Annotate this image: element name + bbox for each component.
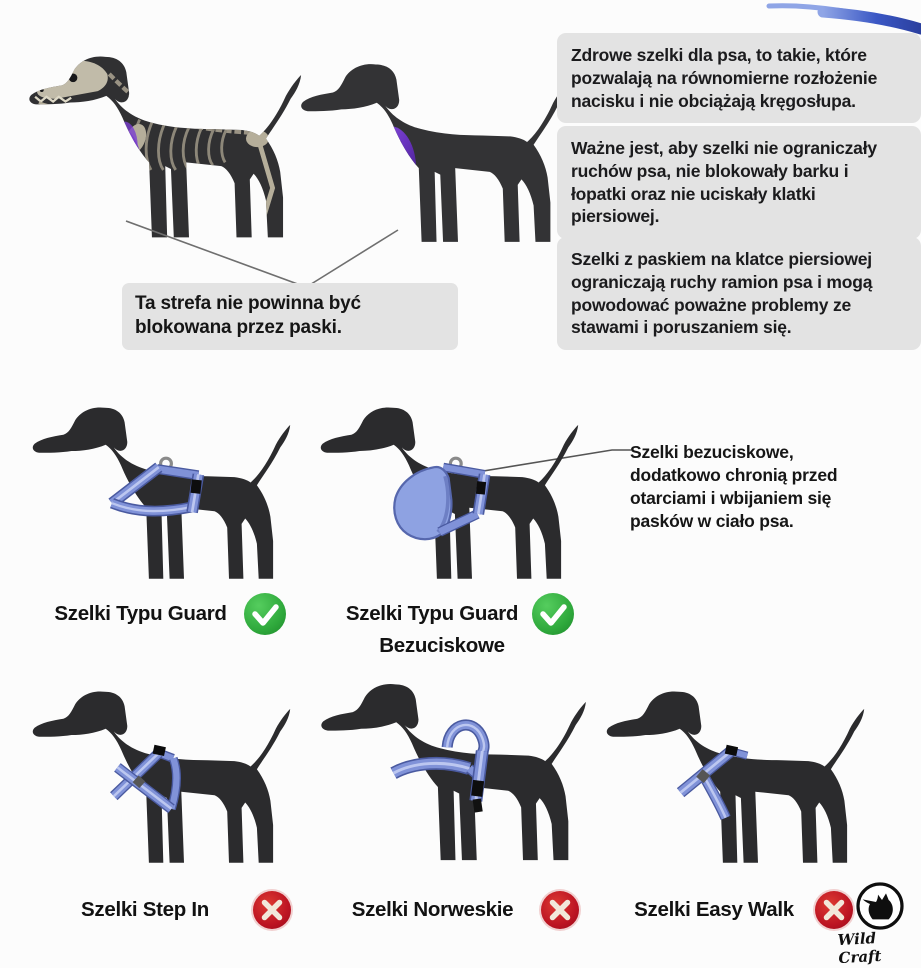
zone-warning-label [122,283,458,350]
label-step-in-harness [45,898,245,922]
dog-step-in-harness-illustration [22,672,292,888]
label-guard-padded-harness-line2 [342,634,542,658]
info-box-1-text: Zdrowe szelki dla psa, to takie, które pozwalają na równomierne rozłożenie nacisku i nie obciążają kręgosłupa. [571,45,878,111]
brand-name-text: Wild Craft [837,929,882,968]
dog-norwegian-harness-illustration [310,664,588,886]
label-step-in-harness-text: Szelki Step In [81,898,209,921]
info-box-2 [557,126,921,239]
info-box-1 [557,33,921,123]
approved-check-icon [531,592,575,636]
padded-harness-annotation-text: Szelki bezuciskowe, dodatkowo chronią przed otarciami i wbijaniem się pasków w ciało psa. [630,442,838,532]
label-guard-harness [38,602,243,626]
brand-name [837,927,919,967]
label-norwegian-harness-text: Szelki Norweskie [351,898,514,921]
dog-guard-padded-harness-illustration [310,388,580,604]
info-box-3 [557,237,921,350]
dog-guard-harness-illustration [22,388,292,604]
padded-harness-annotation [630,441,868,533]
label-guard-padded-harness-line2-text: Bezuciskowe [379,634,505,657]
label-guard-padded-harness [332,602,532,626]
label-guard-padded-harness-text: Szelki Typu Guard [345,602,519,625]
info-box-2-text: Ważne jest, aby szelki nie ograniczały ruchów psa, nie blokowały barku i łopatki oraz nie uciskały klatki piersiowej. [571,138,877,227]
dog-easy-walk-harness-illustration [596,672,866,888]
label-easy-walk-harness [618,898,810,922]
rejected-cross-icon [812,888,856,932]
label-norwegian-harness [330,898,535,922]
rejected-cross-icon [538,888,582,932]
info-box-3-text: Szelki z paskiem na klatce piersiowej ograniczają ruchy ramion psa i mogą powodować poważne problemy ze stawami i poruszaniem się. [571,249,873,338]
approved-check-icon [243,592,287,636]
zone-warning-text: Ta strefa nie powinna być blokowana przez paski. [135,293,361,339]
wild-craft-wolf-icon [856,882,904,930]
label-guard-harness-text: Szelki Typu Guard [54,602,227,625]
rejected-cross-icon [250,888,294,932]
label-easy-walk-harness-text: Szelki Easy Walk [634,898,794,921]
